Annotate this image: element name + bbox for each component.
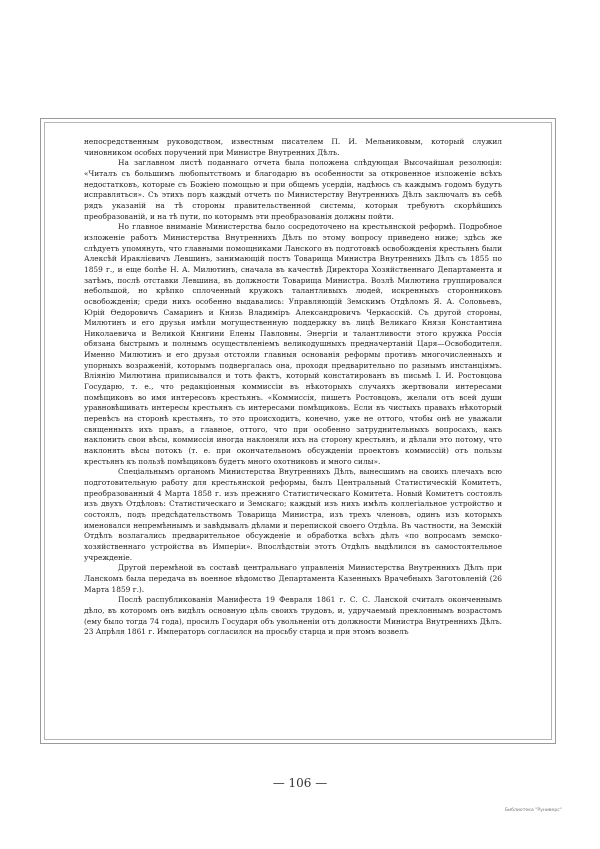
library-mark: Библиотека "Руниверс" [505,808,562,813]
paragraph: непосредственным руководством, известным писателем П. И. Мельниковым, который служил чиновником особых поручений при Министре Внутренних Дѣлъ. [84,137,502,157]
paragraph: Другой перемѣной въ составѣ центральнаго управленія Министерства Внутреннихъ Дѣлъ при Ланскомъ была передача въ военное вѣдомство Департамента Казенныхъ Врачебныхъ Заготовленій (26 Марта 1859 г.). [84,563,502,594]
paragraph: На заглавном листѣ поданнаго отчета была положена слѣдующая Высочайшая резолюція: «Читалъ съ большимъ любопытствомъ и благодарю въ особенности за откровенное изложеніе всѣхъ недостатковъ, которые съ Божіею помощью и при общемъ усердіи, надѣюсь съ каждымъ годомъ будутъ исправляться». Съ этихъ поръ каждый отчетъ по Министерству Внутреннихъ Дѣлъ заключалъ въ себѣ рядъ указаній на тѣ стороны правительственной системы, которыя требуютъ скорѣйшихъ преобразованій, и на тѣ пути, по которымъ эти преобразованія должны пойти. [84,158,502,221]
paragraph: Но главное вниманіе Министерства было сосредоточено на крестьянской реформѣ. Подробное изложеніе работъ Министерства Внутреннихъ Дѣлъ по этому вопросу приведено ниже; здѣсь же слѣдуетъ упомянуть, что главными помощниками Ланского въ подготовкѣ освобожденія крестьянъ были Алексѣй Ираклієвичъ Левшинъ, занимающій постъ Товарища Министра Внутреннихъ Дѣлъ съ 1855 по 1859 г., и еще болѣе Н. А. Милютинъ, сначала въ качествѣ Директора Хозяйственнаго Департамента и затѣмъ, послѣ отставки Левшина, въ должности Товарища Министра. Возлѣ Милютина группировался небольшой, но крѣпко сплоченный кружокъ талантливыхъ людей, искренныхъ сторонниковъ освобожденія; среди нихъ особенно выдавались: Управляющій Земскимъ Отдѣломъ Я. А. Соловьевъ, Юрій Ѳедоровичъ Самаринъ и Князь Владиміръ Александровичъ Черкасскій. Съ другой стороны, Милютинъ и его друзья имѣли могущественную поддержку въ лицѣ Великаго Князя Константина Николаевича и Великой Княгини Елены Павловны. Энергіи и талантливости этого кружка Россія обязана быстрымъ и полнымъ осуществленіемъ великодушныхъ предначертаній Царя—Освободителя. Именно Милютинъ и его друзья отстояли главныя основанія реформы противъ многочисленныхъ и упорныхъ возраженій, которымъ подвергалась она, проходя предварительно по разнымъ инстанціямъ. Вліянію Милютина приписывался и тотъ фактъ, который констатированъ въ письмѣ I. И. Ростовцова Государю, т. е., что редакціонныя коммиссіи въ нѣкоторыхъ случаяхъ жертвовали интересами помѣщиковъ во имя интересовъ крестьянъ. «Коммиссія, пишетъ Ростовцовъ, желали отъ всей души уравновѣшивать интересы крестьянъ съ интересами помѣщиковъ. Если въ чистыхъ правахъ нѣкоторый перевѣсъ на сторонѣ крестьянъ, то это происходитъ, конечно, уже не оттого, чтобы онѣ не уважали священныхъ ихъ правъ, а главное, оттого, что при особенно затруднительныхъ вопросахъ, какъ наклонить свои вѣсы, коммиссія иногда наклоняли ихъ на сторону крестьянъ, и дѣлали это потому, что наклонять вѣсы потокъ (т. е. при окончательномъ обсужденіи проектовъ коммиссій) отъ пользы крестьянъ къ пользѣ помѣщиковъ будетъ много охотниковъ и много силы». [84,222,502,466]
paragraph: Послѣ распубликованія Манифеста 19 Февраля 1861 г. С. С. Ланской считалъ оконченнымъ дѣло, въ которомъ онъ видѣлъ основную цѣль своихъ трудовъ, и, удручаемый преклоннымъ возрастомъ (ему было тогда 74 года), просилъ Государя объ увольненіи отъ должности Министра Внутреннихъ Дѣлъ. 23 Апрѣля 1861 г. Императоръ согласился на просьбу старца и при этомъ возвелъ [84,595,502,637]
page-number: — 106 — [272,776,328,790]
page-text [84,137,502,725]
paragraph: Спеціальнымъ органомъ Министерства Внутреннихъ Дѣлъ, вынесшимъ на своихъ плечахъ всю подготовительную работу для крестьянской реформы, былъ Центральный Статистическій Комитетъ, преобразованный 4 Марта 1858 г. изъ прежняго Статистическаго Комитета. Новый Комитетъ состоялъ изъ двухъ Отдѣловъ: Статистическаго и Земскаго; каждый изъ нихъ имѣлъ коллегіальное устройство и состоялъ, подъ предсѣдательствомъ Товарища Министра, изъ трехъ членовъ, одинъ изъ которыхъ именовался непремѣннымъ и завѣдывалъ дѣлами и перепиской своего Отдѣла. Въ частности, на Земскій Отдѣлъ возлагались предварительное обсужденіе и обработка всѣхъ дѣлъ «по вопросамъ земско-хозяйственнаго устройства въ Имперіи». Впослѣдствіи этотъ Отдѣлъ выдѣлился въ самостоятельное учрежденіе. [84,467,502,562]
